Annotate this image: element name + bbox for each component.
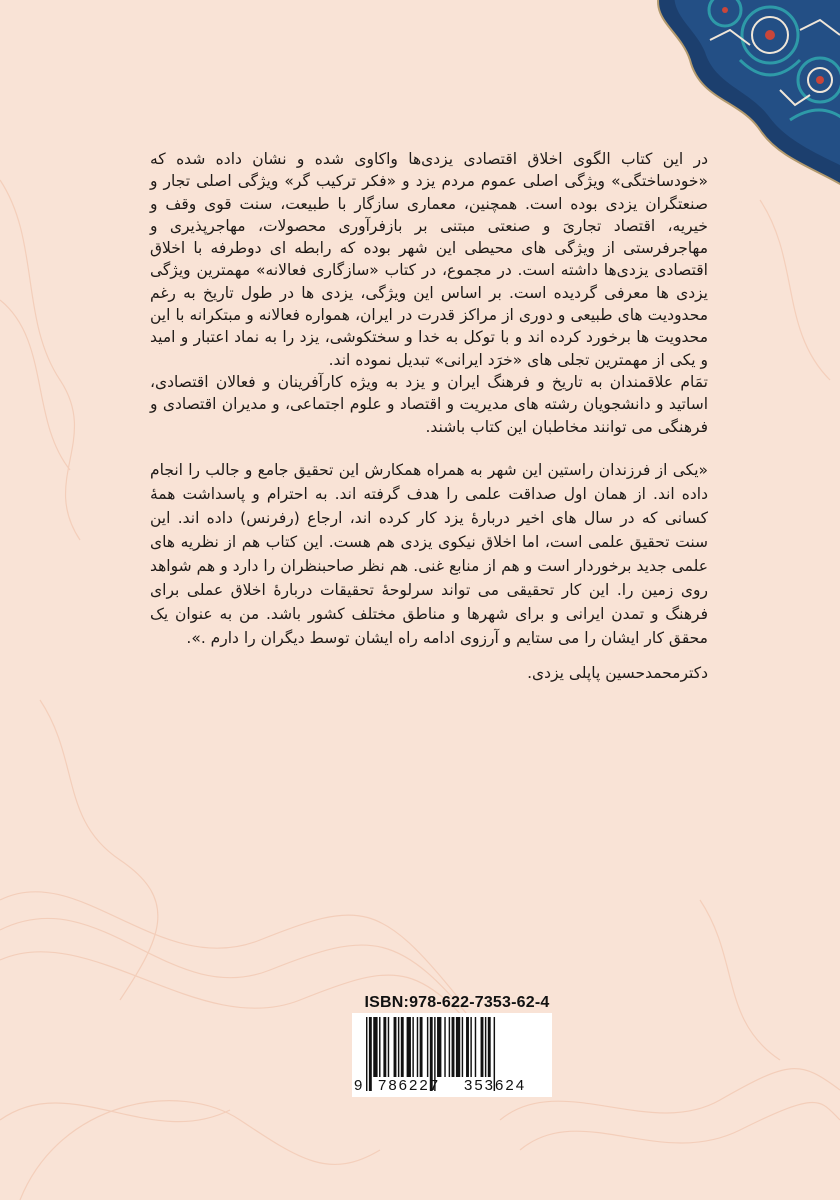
- description-paragraph-2: تمَام علاقمندان به تاریخ و فرهنگ ایران و یزد به ویژه کارآفرینان و فعالان اقتصادی، اساتید و دانشجویان رشته های مدیریت و اقتصاد و علوم اجتماعی، و مدیران اقتصادی و فرهنگی می توانند مخاطبان این کتاب باشند.: [150, 372, 708, 436]
- description-paragraph-1: در این کتاب الگوی اخلاق اقتصادی یزدی‌ها واکاوی شده و نشان داده شده که «خودساختگی» ویژگی اصلی عموم مردم یزد و «فکر ترکیب گر» ویژگی اصلی تجار و صنعتگران یزدی بوده است. همچنین، معماری سازگار با طبیعت، سنت قوی وقف و خیریه، اقتصاد تجاریَ و صنعتی مبتنی بر بازفرآوری محصولات، مهاجرپذیری و مهاجرفرستی از ویژگی های محیطی این شهر بوده که رابطه ای دوطرفه با اخلاق اقتصادی یزدی‌ها داشته است. در مجموع، در کتاب «سازگاری فعالانه» مهمترین ویژگی یزدی ها معرفی گردیده است. بر اساس این ویژگی، یزدی ها در طول تاریخ به رغم محدودیت های طبیعی و دوری از مراکز قدرت در ایران، همواره فعالانه و مبتکرانه با این محدویت ها برخورد کرده اند و با توکل به خدا و سختکوشی، یزد را به نماد اعتبار و امید و یکی از مهمترین تجلی های «خرَد ایرانی» تبدیل نموده اند.: [150, 150, 708, 369]
- barcode-bar: [373, 1017, 377, 1077]
- barcode-bar: [383, 1017, 386, 1077]
- barcode-bar: [417, 1017, 418, 1077]
- barcode-bar: [398, 1017, 399, 1077]
- barcode-bar: [412, 1017, 413, 1077]
- barcode-bar: [488, 1017, 491, 1077]
- barcode-bar: [444, 1017, 445, 1077]
- isbn-label: ISBN:978-622-7353-62-4: [364, 994, 550, 1011]
- barcode-bar: [427, 1017, 428, 1077]
- barcode-bar: [456, 1017, 460, 1077]
- barcode-bar: [388, 1017, 389, 1077]
- barcode-bar: [407, 1017, 411, 1077]
- barcode-bar: [462, 1017, 463, 1077]
- barcode-bar: [394, 1017, 397, 1077]
- barcode-bar: [470, 1017, 471, 1077]
- barcode-bar: [481, 1017, 484, 1077]
- back-cover-text: [150, 148, 708, 684]
- barcode-bar: [485, 1017, 486, 1077]
- barcode-bar: [379, 1017, 380, 1077]
- endorsement-quote: «یکی از فرزندان راستین این شهر به همراه همکارش این تحقیق جامع و جالب را انجام داده اند. از همان اول صداقت علمی را هدف گرفته اند. به احترام و پاسداشت همهٔ کسانی که در سال های اخیر دربارهٔ یزد کار کرده اند، ارجاع (رفرنس) داده اند. این سنت تحقیق علمی است، اما اخلاق نیکوی یزدی هم هست. این کتاب هم از نظریه های علمی جدید برخوردار است و هم از منابع غنی. هم نظر صاحبنظران را دارد و هم شواهد روی زمین را. این کار تحقیقی می تواند سرلوحهٔ تحقیقات دربارهٔ اخلاق عملی برای فرهنگ و تمدن ایرانی و برای شهرها و مناطق مختلف کشور باشد. من به عنوان یک محقق کار ایشان را می ستایم و آرزوی ادامه راه ایشان توسط دیگران را دارم .».: [150, 460, 708, 647]
- barcode-bar: [369, 1017, 372, 1091]
- barcode-bar: [437, 1017, 441, 1077]
- endorsement-signature: دکترمحمدحسین پاپلی یزدی.: [527, 663, 708, 682]
- barcode-bar: [449, 1017, 450, 1077]
- barcode-bar: [466, 1017, 469, 1077]
- isbn-barcode: [352, 1013, 552, 1097]
- barcode-bar: [366, 1017, 367, 1091]
- barcode-right-digits: 353624: [464, 1077, 527, 1094]
- barcode-bar: [420, 1017, 423, 1077]
- barcode-lead-digit: 9: [354, 1077, 363, 1094]
- barcode-bar: [452, 1017, 455, 1077]
- barcode-bar: [401, 1017, 404, 1077]
- barcode-left-digits: 786227: [378, 1077, 441, 1094]
- barcode-bar: [475, 1017, 476, 1077]
